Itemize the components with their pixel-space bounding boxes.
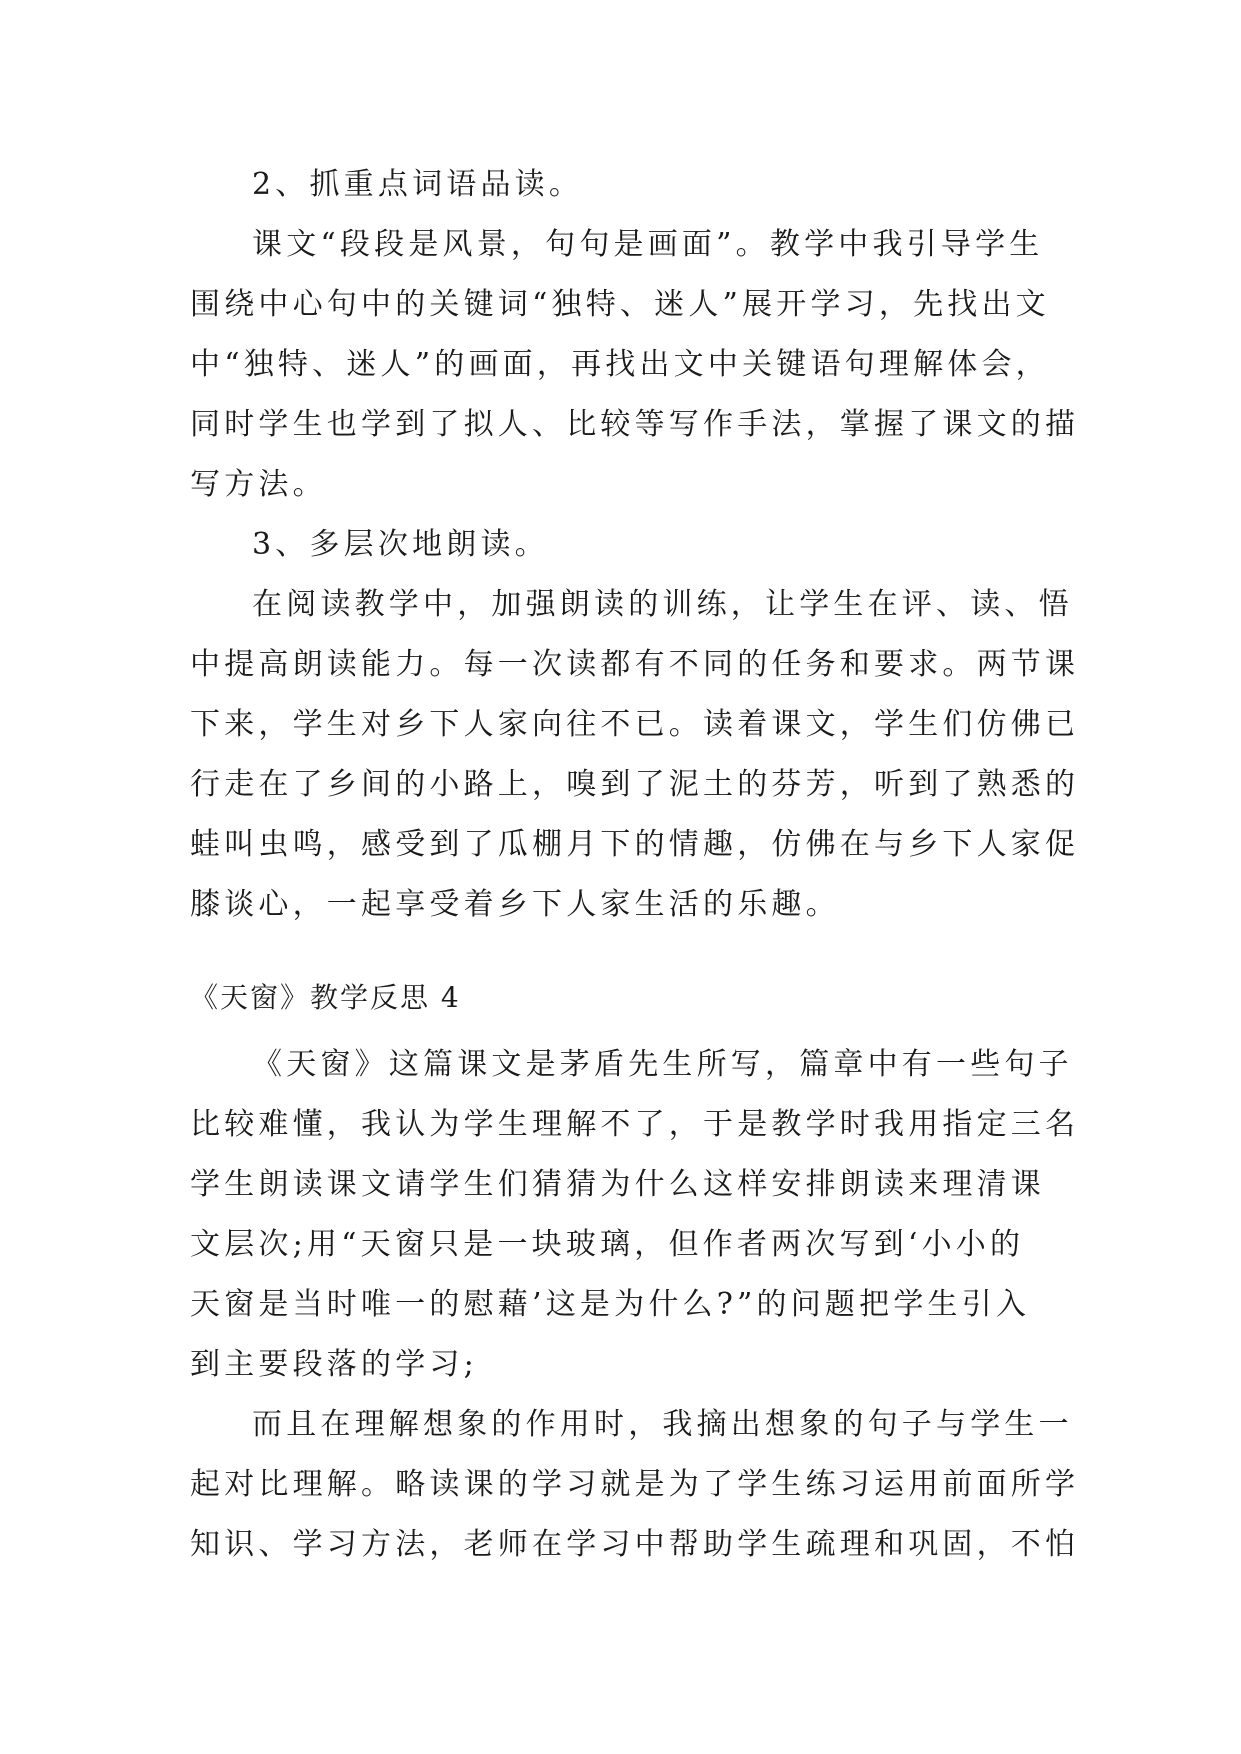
- paragraph-line: 蛙叫虫鸣，感受到了瓜棚月下的情趣，仿佛在与乡下人家促: [190, 827, 1080, 862]
- paragraph-line: 课文“段段是风景，句句是画面”。教学中我引导学生: [252, 227, 1044, 262]
- paragraph-line: 起对比理解。略读课的学习就是为了学生练习运用前面所学: [190, 1467, 1080, 1502]
- paragraph-line: 比较难懂，我认为学生理解不了，于是教学时我用指定三名: [190, 1107, 1080, 1142]
- paragraph-line: 膝谈心，一起享受着乡下人家生活的乐趣。: [190, 887, 840, 922]
- section-title: 《天窗》教学反思 4: [190, 981, 461, 1014]
- item-2-heading: 2、抓重点词语品读。: [252, 167, 584, 202]
- paragraph-line: 而且在理解想象的作用时，我摘出想象的句子与学生一: [252, 1407, 1073, 1442]
- paragraph-line: 学生朗读课文请学生们猜猜为什么这样安排朗读来理清课: [190, 1167, 1045, 1202]
- paragraph-line: 文层次;用“天窗只是一块玻璃，但作者两次写到‘小小的: [190, 1227, 1025, 1262]
- paragraph-line: 到主要段落的学习;: [190, 1347, 478, 1382]
- paragraph-line: 下来，学生对乡下人家向往不已。读着课文，学生们仿佛已: [190, 707, 1080, 742]
- paragraph-line: 中提高朗读能力。每一次读都有不同的任务和要求。两节课: [190, 647, 1080, 682]
- paragraph-line: 中“独特、迷人”的画面，再找出文中关键语句理解体会，: [190, 347, 1050, 382]
- paragraph-line: 同时学生也学到了拟人、比较等写作手法，掌握了课文的描: [190, 407, 1080, 442]
- paragraph-line: 在阅读教学中，加强朗读的训练，让学生在评、读、悟: [252, 587, 1073, 622]
- paragraph-line: 行走在了乡间的小路上，嗅到了泥土的芬芳，听到了熟悉的: [190, 767, 1080, 802]
- paragraph-line: 围绕中心句中的关键词“独特、迷人”展开学习，先找出文: [190, 287, 1050, 322]
- item-3-heading: 3、多层次地朗读。: [252, 527, 549, 562]
- paragraph-line: 天窗是当时唯一的慰藉’这是为什么?”的问题把学生引入: [190, 1287, 1031, 1322]
- paragraph-line: 《天窗》这篇课文是茅盾先生所写，篇章中有一些句子: [252, 1047, 1073, 1082]
- paragraph-line: 知识、学习方法，老师在学习中帮助学生疏理和巩固，不怕: [190, 1527, 1080, 1562]
- paragraph-line: 写方法。: [190, 467, 327, 502]
